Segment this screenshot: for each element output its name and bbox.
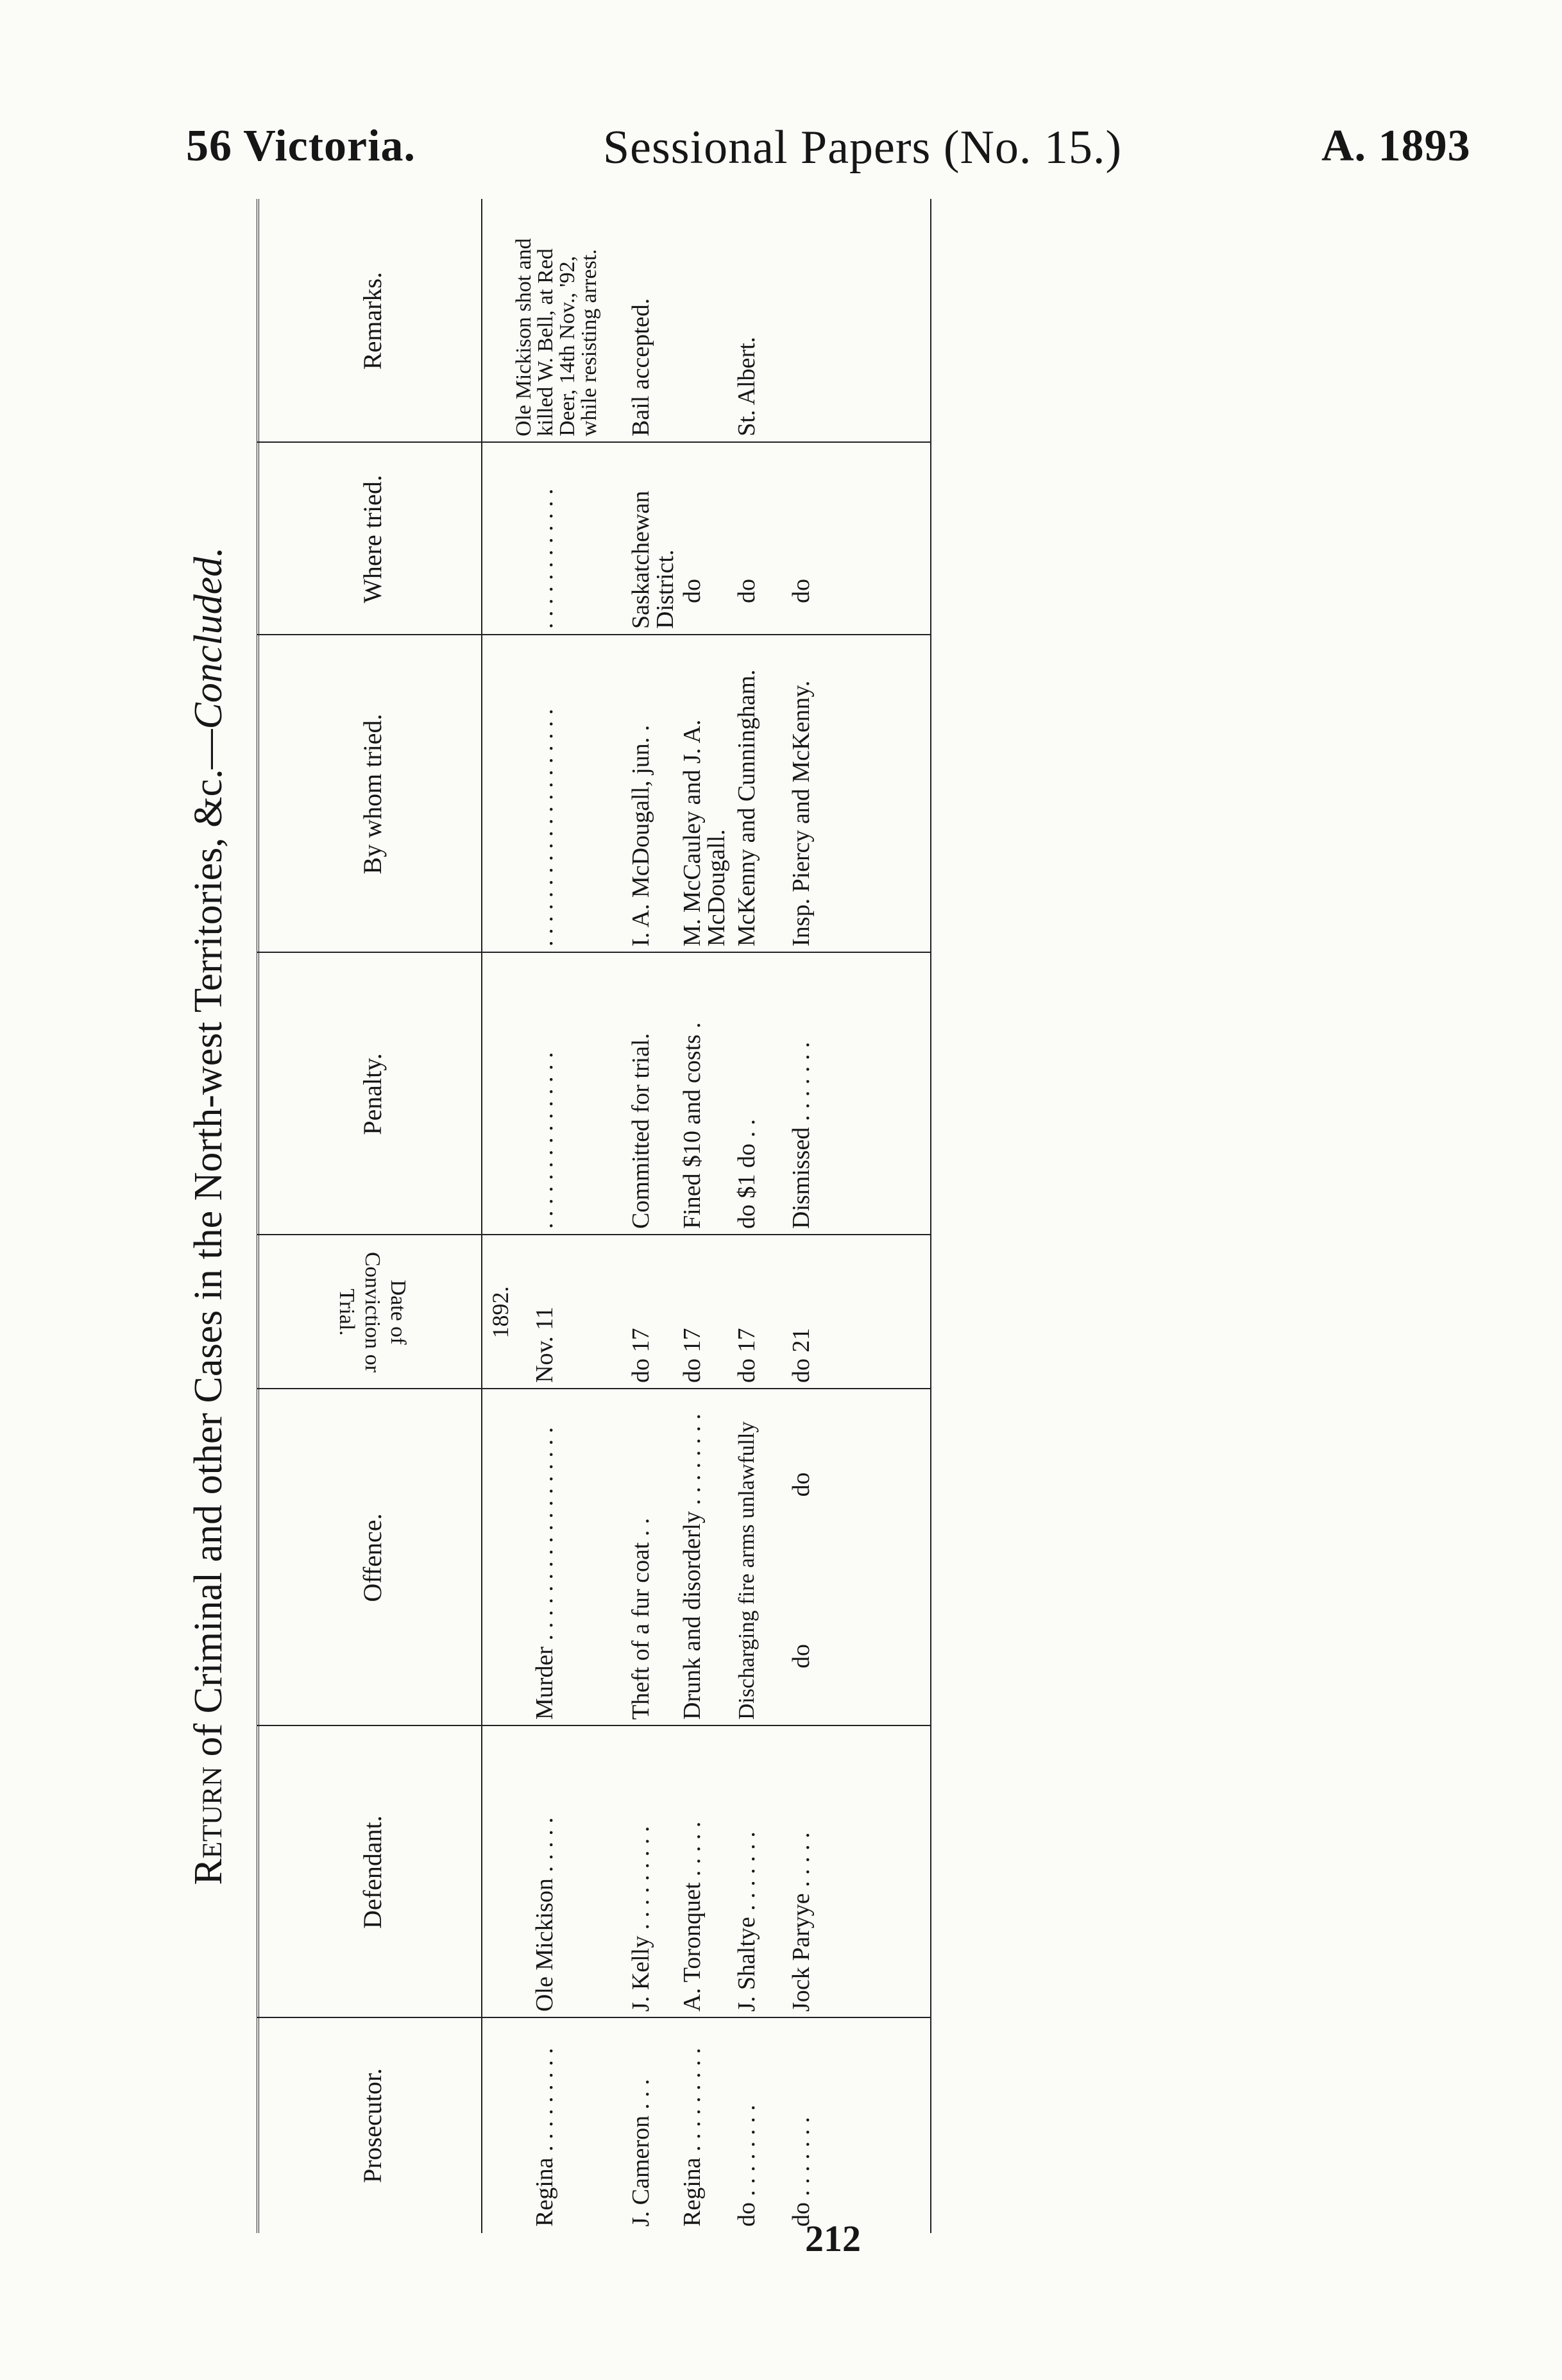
- page-number: 212: [805, 2218, 861, 2259]
- header-defendant: Defendant.: [357, 1815, 387, 1929]
- cell-where-tried: do: [733, 579, 760, 603]
- table-header-rule: [481, 199, 482, 2233]
- header-offence: Offence.: [357, 1513, 387, 1602]
- table-title-main: of Criminal and other Cases in the North-west Territories, &c.—: [187, 729, 230, 1767]
- cell-date: do 17: [679, 1328, 706, 1383]
- cell-by-whom-tried: M. McCauley and J. A. McDougall.: [679, 719, 730, 946]
- cell-by-whom-tried: McKenny and Cunningham.: [733, 669, 760, 946]
- year-label: 1892.: [488, 1286, 513, 1339]
- cell-prosecutor: do . . . . . . .: [788, 2117, 815, 2227]
- cell-defendant: Jock Paryye . . . . .: [788, 1832, 815, 2012]
- table-bottom-rule: [930, 199, 931, 2233]
- cell-defendant: A. Toronquet . . . . .: [679, 1821, 706, 2012]
- cell-penalty: . . . . . . . . . . . . . . .: [531, 1052, 558, 1229]
- table-title-suffix: Concluded.: [187, 547, 230, 730]
- cell-date: do 17: [733, 1328, 760, 1383]
- cell-prosecutor: Regina . . . . . . . . .: [679, 2048, 706, 2227]
- cell-prosecutor: Regina . . . . . . . . .: [531, 2048, 558, 2227]
- cell-penalty: Dismissed . . . . . . .: [788, 1041, 815, 1229]
- cell-where-tried: . . . . . . . . . . . .: [531, 488, 558, 629]
- header-date: [269, 1235, 475, 1389]
- header-penalty: Penalty.: [357, 1053, 387, 1135]
- cell-prosecutor: J. Cameron . . .: [627, 2078, 654, 2227]
- cell-offence: do do: [788, 1472, 815, 1668]
- cell-defendant: J. Shaltye . . . . . . .: [733, 1831, 760, 2012]
- header-where-tried: Where tried.: [357, 475, 387, 603]
- cell-offence: Discharging fire arms unlawfully: [734, 1421, 759, 1720]
- header-title: Sessional Papers (No. 15.): [603, 121, 1123, 174]
- header-remarks: Remarks.: [357, 271, 387, 370]
- cell-where-tried: do: [788, 579, 815, 603]
- header-date-label: Date of Conviction or Trial.: [335, 1252, 410, 1373]
- rotated-table-block: [180, 199, 930, 2233]
- cell-by-whom-tried: . . . . . . . . . . . . . . . . . . . .: [531, 708, 558, 946]
- cell-prosecutor: do . . . . . . . .: [733, 2105, 760, 2227]
- header-year: A. 1893: [1321, 121, 1471, 171]
- table-title: [180, 199, 237, 2233]
- cell-penalty: Committed for trial.: [627, 1032, 654, 1229]
- cell-penalty: Fined $10 and costs .: [679, 1022, 706, 1229]
- cell-by-whom-tried: Insp. Piercy and McKenny.: [788, 680, 815, 946]
- table-title-prefix: Return: [187, 1766, 230, 1885]
- cases-table: [257, 199, 930, 2233]
- header-volume: 56 Victoria.: [186, 121, 416, 171]
- cell-by-whom-tried: I. A. McDougall, jun. .: [627, 724, 654, 946]
- cell-defendant: J. Kelly . . . . . . . . .: [627, 1826, 654, 2012]
- table-top-rule: [257, 199, 263, 2233]
- cell-where-tried: do: [679, 579, 706, 603]
- cell-penalty: do $1 do . .: [733, 1119, 760, 1229]
- cell-date: do 21: [788, 1328, 815, 1383]
- cell-remarks: St. Albert.: [733, 336, 760, 436]
- cell-offence: Murder . . . . . . . . . . . . . . . . . .: [531, 1427, 558, 1720]
- cell-offence: Theft of a fur coat . .: [627, 1518, 654, 1720]
- cell-defendant: Ole Mickison . . . . .: [531, 1817, 558, 2012]
- header-by-whom-tried: By whom tried.: [357, 714, 387, 875]
- cell-date: do 17: [627, 1328, 654, 1383]
- cell-remarks: Bail accepted.: [627, 298, 654, 436]
- cell-offence: Drunk and disorderly . . . . . . . .: [679, 1413, 706, 1720]
- header-prosecutor: Prosecutor.: [357, 2068, 387, 2183]
- cell-remarks: Ole Mickison shot and killed W. Bell, at Red Deer, 14th Nov., '92, while resisting arrest.: [512, 238, 601, 436]
- cell-where-tried: Saskatchewan District.: [627, 490, 679, 629]
- cell-date: Nov. 11: [531, 1306, 558, 1383]
